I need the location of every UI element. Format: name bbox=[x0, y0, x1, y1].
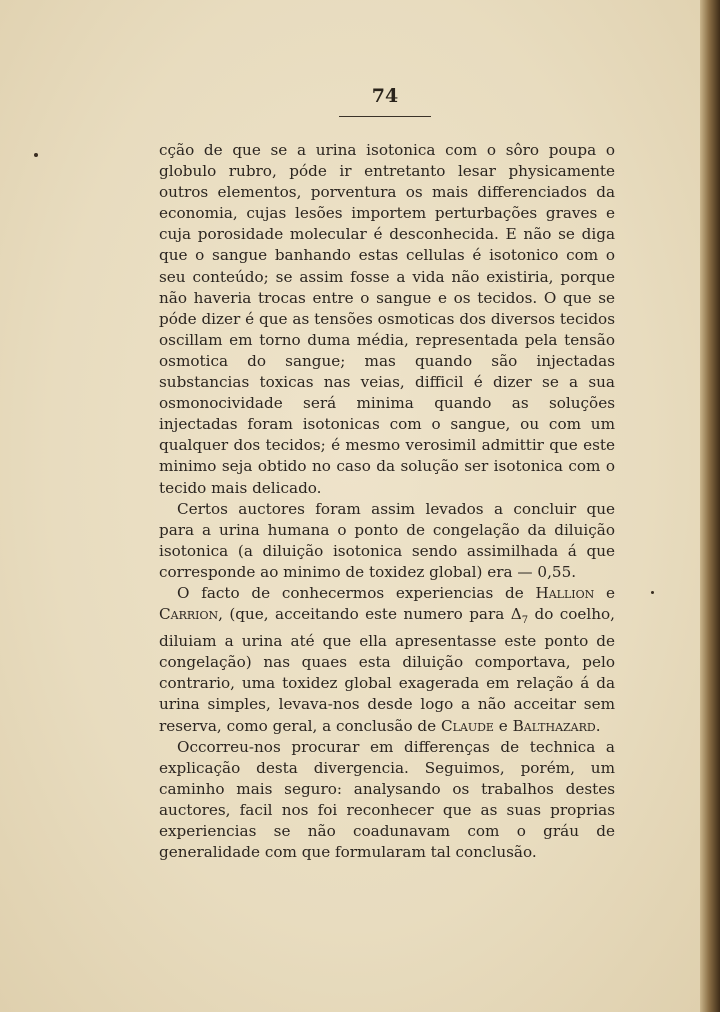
delta-subscript: 7 bbox=[521, 615, 529, 627]
paragraph-3-text-1: O facto de conhecermos experiencias de bbox=[177, 583, 536, 602]
delta-symbol: Δ bbox=[510, 605, 522, 624]
paragraph-3-text-2: e bbox=[594, 583, 615, 602]
ink-speck bbox=[34, 153, 38, 157]
author-balthazard: Balthazard bbox=[512, 716, 596, 735]
paragraph-1: cção de que se a urina isotonica com o sôro poupa o globulo rubro, póde ir entretanto lesar physicamente outros elementos, porventura os mais differenciados da economia, cujas lesões importem perturbações graves e cuja porosidade molecular é desconhecida. E não se diga que o sangue banhando estas cellulas é isotonico com o seu conteúdo; se assim fosse a vida não existiria, porque não haveria trocas entre o sangue e os tecidos. O que se póde dizer é que as tensões osmoticas dos diversos tecidos oscillam em torno duma média, representada pela tensão osmotica do sangue; mas quando são injectadas substancias toxicas nas veias, difficil é dizer se a sua osmonocividade será minima quando as soluções injectadas foram isotonicas com o sangue, ou com um qualquer dos tecidos; é mesmo verosimil admittir que este minimo seja obtido no caso da solução ser isotonica com o tecido mais delicado. bbox=[159, 141, 615, 497]
author-hallion: Hallion bbox=[535, 583, 595, 602]
paragraph-2: Certos auctores foram assim levados a concluir que para a urina humana o ponto de congelação da diluição isotonica (a diluição isotonica sendo assimilhada á que corresponde ao minimo de toxidez global) era — 0,55. bbox=[159, 499, 615, 581]
paragraph-3-text-5: e bbox=[493, 716, 513, 735]
paragraph-3 bbox=[159, 583, 615, 737]
paragraph-4: Occorreu-nos procurar em differenças de technica a explicação desta divergencia. Seguimos, porém, um caminho mais seguro: analysando os trabalhos destes auctores, facil nos foi reconhecer que as suas proprias experiencias se não coadunavam com o gráu de generalidade com que formularam tal conclusão. bbox=[159, 737, 615, 862]
paragraph-3-text-3: , (que, acceitando este numero para bbox=[218, 605, 511, 624]
book-spine-edge bbox=[700, 0, 720, 1012]
ink-speck bbox=[651, 591, 654, 594]
paragraph-3-text-4: do coelho, diluiam a urina até que ella apresentasse este ponto de congelação) nas quaes esta diluição comportava, pelo contrario, uma toxidez global exagerada em relação á da urina simples, levava-nos desde logo a não acceitar sem reserva, como geral, a conclusão de bbox=[159, 605, 615, 735]
page-number-rule bbox=[339, 116, 431, 117]
author-claude: Claude bbox=[440, 716, 494, 735]
author-carrion: Carrion bbox=[159, 605, 219, 624]
paragraph-3-text-6: . bbox=[595, 716, 601, 735]
body-text bbox=[159, 140, 615, 863]
page-number: 74 bbox=[371, 85, 399, 107]
